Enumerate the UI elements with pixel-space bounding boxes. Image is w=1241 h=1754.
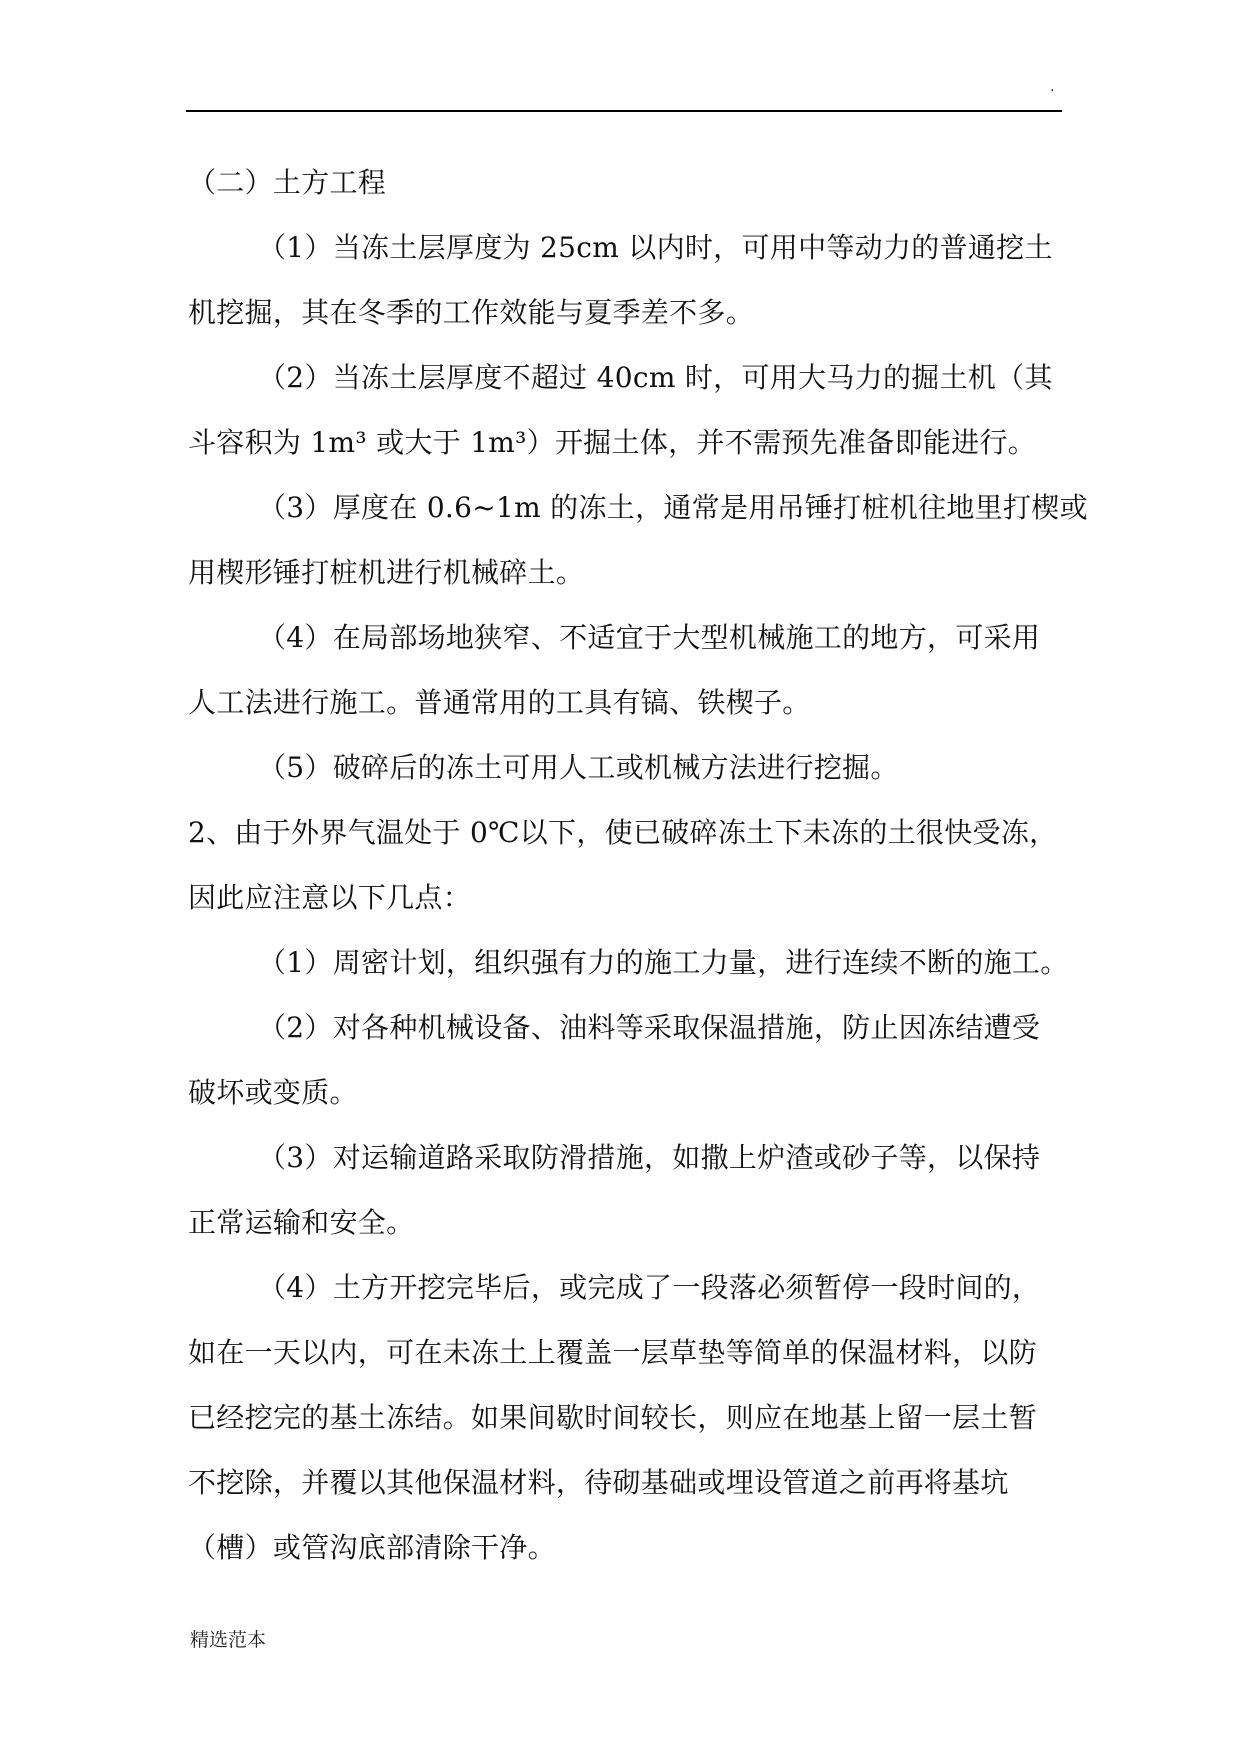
paragraph-line: 破坏或变质。 — [188, 1076, 358, 1109]
paragraph-line: （1）当冻土层厚度为 25cm 以内时，可用中等动力的普通挖土 — [258, 231, 1053, 264]
paragraph-line: 用楔形锤打桩机进行机械碎土。 — [188, 556, 585, 589]
header-rule — [186, 110, 1062, 112]
paragraph-line: 正常运输和安全。 — [188, 1206, 415, 1239]
paragraph-line: （5）破碎后的冻土可用人工或机械方法进行挖掘。 — [258, 751, 899, 784]
paragraph-line: （槽）或管沟底部清除干净。 — [188, 1531, 556, 1564]
paragraph-line: 人工法进行施工。普通常用的工具有镐、铁楔子。 — [188, 686, 811, 719]
paragraph-line: （3）对运输道路采取防滑措施，如撒上炉渣或砂子等，以保持 — [258, 1141, 1041, 1174]
paragraph-line: 2、由于外界气温处于 0℃以下，使已破碎冻土下未冻的土很快受冻， — [188, 816, 1058, 849]
paragraph-line: （2）当冻土层厚度不超过 40cm 时，可用大马力的掘土机（其 — [258, 361, 1053, 394]
paragraph-line: （1）周密计划，组织强有力的施工力量，进行连续不断的施工。 — [258, 946, 1069, 979]
paragraph-line: 斗容积为 1m³ 或大于 1m³）开掘土体，并不需预先准备即能进行。 — [188, 426, 1037, 459]
paragraph-line: 已经挖完的基土冻结。如果间歇时间较长，则应在地基上留一层土暂 — [188, 1401, 1038, 1434]
paragraph-line: （2）对各种机械设备、油料等采取保温措施，防止因冻结遭受 — [258, 1011, 1041, 1044]
paragraph-line: 不挖除，并覆以其他保温材料，待砌基础或埋设管道之前再将基坑 — [188, 1466, 1009, 1499]
paragraph-line: 机挖掘，其在冬季的工作效能与夏季差不多。 — [188, 296, 755, 329]
paragraph-line: 因此应注意以下几点： — [188, 881, 472, 914]
paragraph-line: （4）在局部场地狭窄、不适宜于大型机械施工的地方，可采用 — [258, 621, 1041, 654]
document-body — [188, 150, 1088, 1580]
paragraph-line: （3）厚度在 0.6~1m 的冻土，通常是用吊锤打桩机往地里打楔或 — [258, 491, 1088, 524]
paragraph-line: 如在一天以内，可在未冻土上覆盖一层草垫等简单的保温材料，以防 — [188, 1336, 1038, 1369]
section-heading: （二）土方工程 — [188, 166, 387, 199]
header-mark: . — [1050, 79, 1055, 95]
paragraph-line: （4）土方开挖完毕后，或完成了一段落必须暂停一段时间的， — [258, 1271, 1041, 1304]
footer-label: 精选范本 — [190, 1629, 267, 1651]
